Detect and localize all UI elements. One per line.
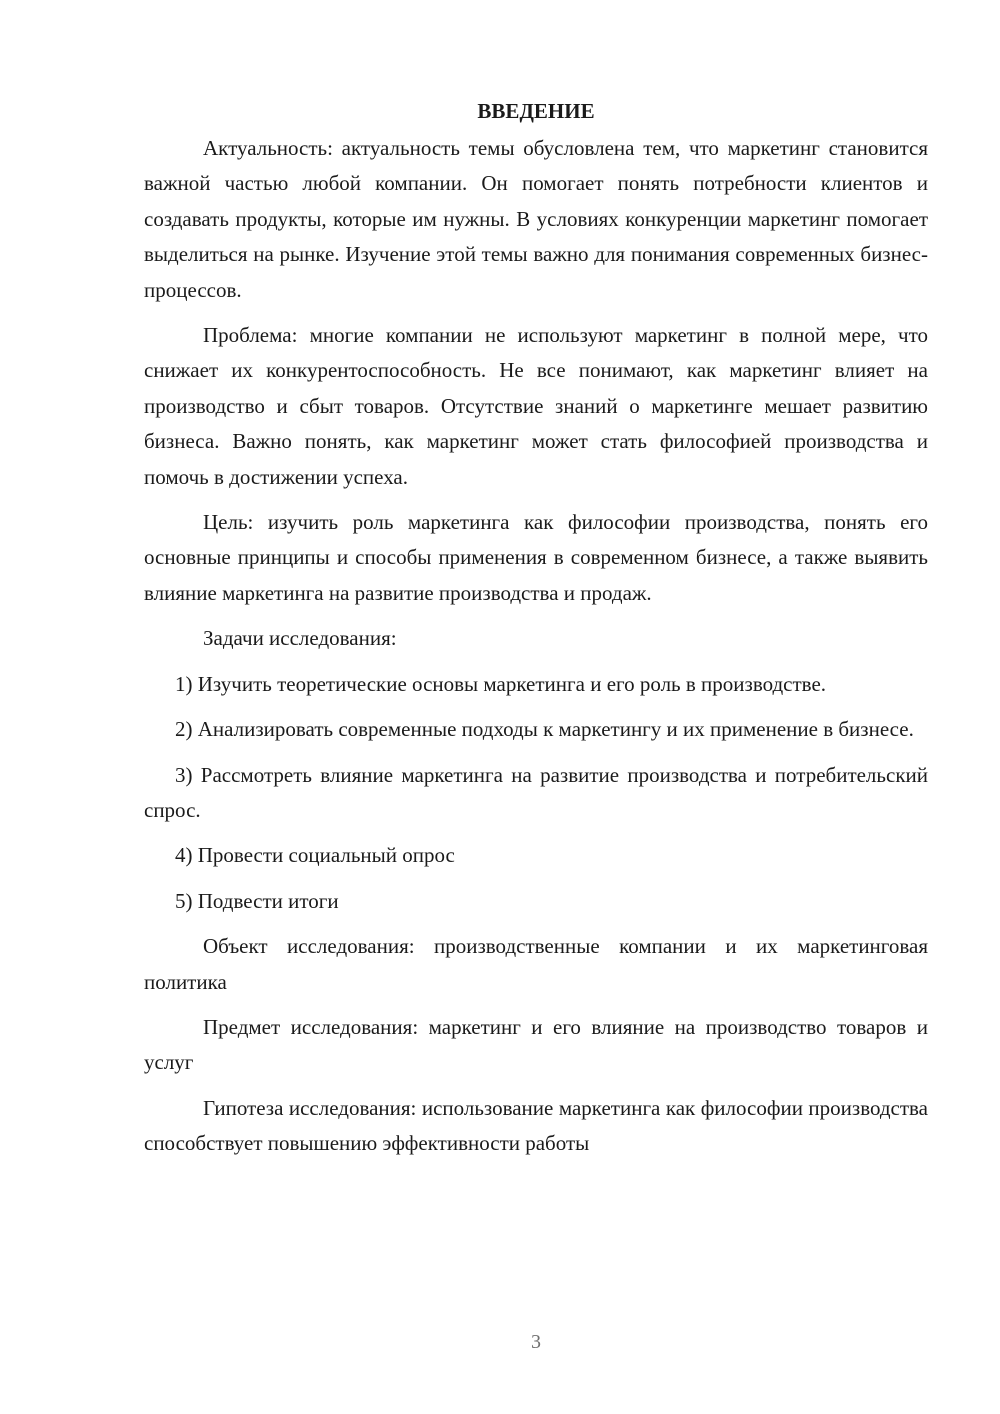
paragraph-object: Объект исследования: производственные компании и их маркетинговая политика — [144, 934, 928, 994]
page-number: 3 — [531, 1331, 541, 1353]
document-page — [144, 94, 928, 1172]
task-item: 1) Изучить теоретические основы маркетинга и его роль в производстве. — [175, 671, 827, 696]
task-item: 2) Анализировать современные подходы к маркетингу и их применение в бизнесе. — [175, 717, 914, 742]
task-item: 5) Подвести итоги — [175, 888, 339, 913]
paragraph-tasks-heading: Задачи исследования: — [203, 626, 397, 651]
paragraph-goal: Цель: изучить роль маркетинга как философии производства, понять его основные принципы и способы применения в современном бизнесе, а также выявить влияние маркетинга на развитие производства и продаж. — [144, 510, 928, 605]
paragraph-relevance: Актуальность: актуальность темы обусловлена тем, что маркетинг становится важной частью любой компании. Он помогает понять потребности клиентов и создавать продукты, которые им нужны. В условиях конкуренции маркетинг помогает выделиться на рынке. Изучение этой темы важно для понимания современных бизнес-процессов. — [144, 136, 928, 302]
paragraph-hypothesis: Гипотеза исследования: использование маркетинга как философии производства способствует повышению эффективности работы — [144, 1095, 928, 1156]
paragraph-subject: Предмет исследования: маркетинг и его влияние на производство товаров и услуг — [144, 1014, 928, 1075]
task-item: 3) Рассмотреть влияние маркетинга на развитие производства и потребительский спрос. — [144, 762, 928, 822]
task-item: 4) Провести социальный опрос — [175, 843, 455, 868]
paragraph-problem: Проблема: многие компании не используют маркетинг в полной мере, что снижает их конкурентоспособность. Не все понимают, как маркетинг влияет на производство и сбыт товаров. Отсутствие знаний о маркетинге мешает развитию бизнеса. Важно понять, как маркетинг может стать философией производства и помочь в достижении успеха. — [144, 323, 928, 489]
section-title: ВВЕДЕНИЕ — [477, 99, 595, 123]
